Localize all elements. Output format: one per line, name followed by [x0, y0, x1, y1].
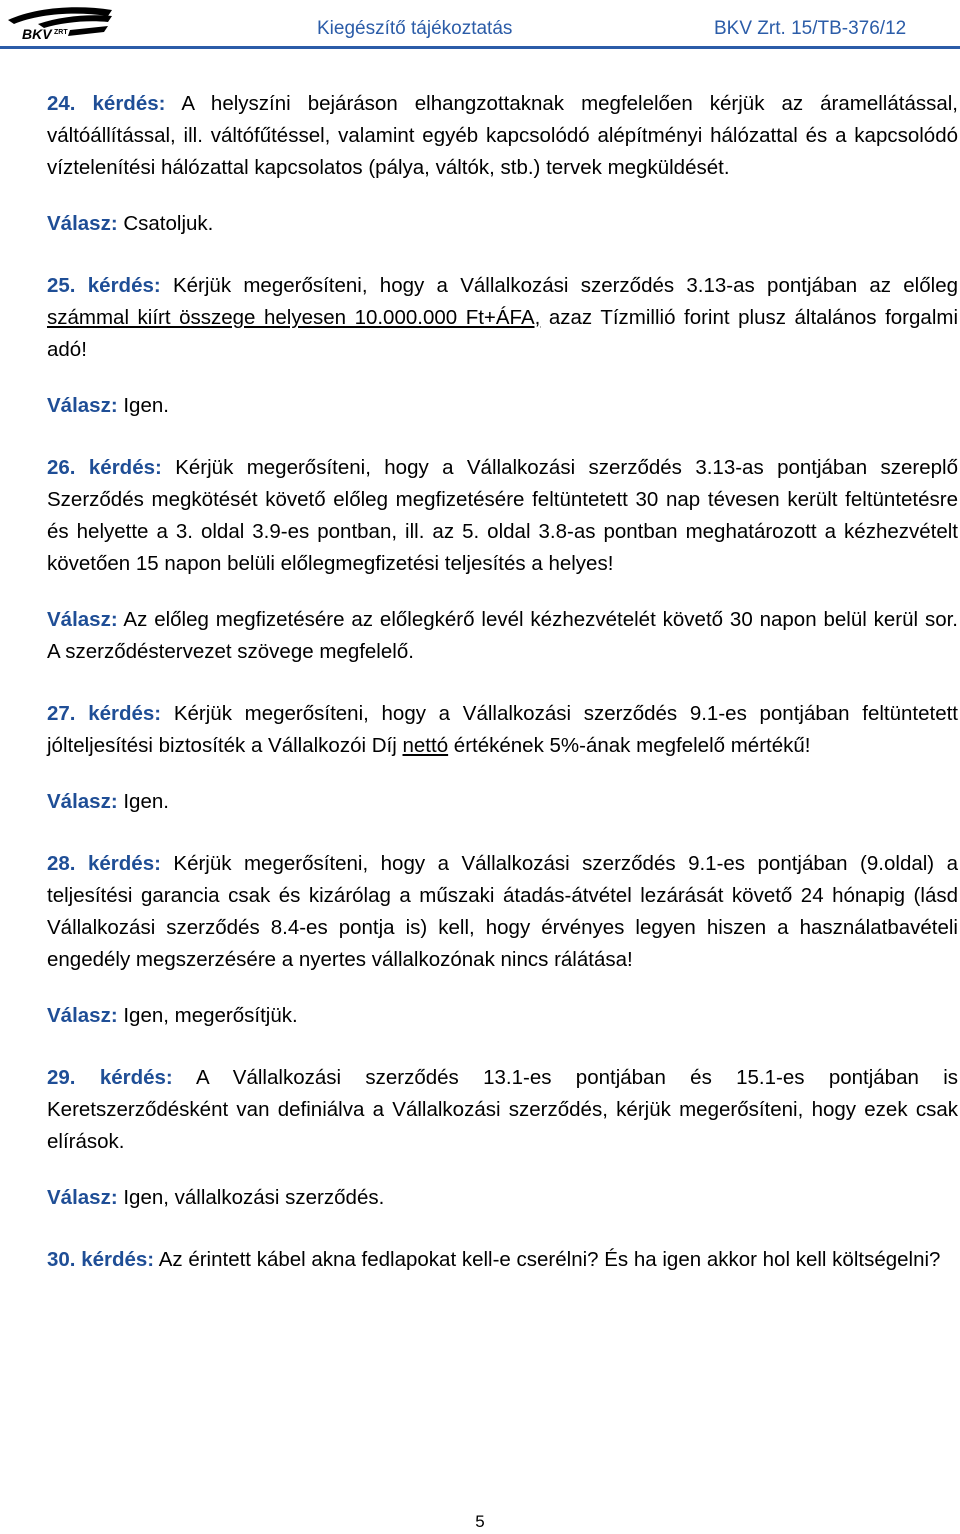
question-label: kérdés: [87, 274, 161, 297]
answer-text: Igen, megerősítjük. [117, 1004, 298, 1027]
question-paragraph [47, 452, 958, 580]
header-title: Kiegészítő tájékoztatás [317, 18, 513, 39]
qa-item-29 [47, 1062, 958, 1214]
question-text-end: értékének 5%-ának megfelelő mértékű! [448, 734, 811, 757]
page-header [0, 0, 960, 46]
header-divider [0, 46, 960, 49]
answer-paragraph [47, 604, 958, 668]
page-number: 5 [475, 1512, 485, 1531]
question-number: 30. [47, 1248, 76, 1271]
question-text: A helyszíni bejáráson elhangzottaknak megfelelően kérjük az áramellátással, váltóállítással, ill. váltófűtéssel, valamint egyéb kapcsolódó alépítményi hálózattal és a kapcsolódó víztelenítési hálózattal kapcsolatos (pálya, váltók, stb.) tervek megküldését. [47, 92, 959, 179]
question-number: 25. [47, 274, 76, 297]
question-number: 26. [47, 456, 76, 479]
question-number: 27. [47, 702, 76, 725]
qa-item-28 [47, 848, 958, 1032]
qa-item-27 [47, 698, 958, 818]
document-body [47, 88, 958, 1306]
question-text: Kérjük megerősíteni, hogy a Vállalkozási szerződés 9.1-es pontjában feltüntetett jólteljesítési biztosíték a Vállalkozói Díj [47, 702, 958, 757]
answer-text: Csatoljuk. [117, 212, 214, 235]
answer-label: Válasz: [47, 608, 118, 631]
bkv-logo-icon [4, 2, 116, 42]
question-paragraph [47, 1062, 958, 1158]
svg-text:ZRT: ZRT [54, 29, 68, 36]
answer-text: Igen. [117, 790, 169, 813]
question-label: kérdés: [87, 852, 161, 875]
question-text: A Vállalkozási szerződés 13.1-es pontjában és 15.1-es pontjában is Keretszerződésként van definiálva a Vállalkozási szerződés, kérjük megerősíteni, hogy ezek csak elírások. [47, 1066, 958, 1153]
answer-paragraph [47, 208, 958, 240]
answer-label: Válasz: [47, 1004, 118, 1027]
qa-item-26 [47, 452, 958, 668]
question-paragraph [47, 698, 958, 762]
question-number: 28. [47, 852, 76, 875]
question-paragraph [47, 1244, 958, 1276]
question-label: kérdés: [92, 92, 166, 115]
question-paragraph [47, 848, 958, 976]
header-reference: BKV Zrt. 15/TB-376/12 [714, 18, 907, 39]
question-number: 29. [47, 1066, 76, 1089]
question-paragraph [47, 270, 958, 366]
question-text: Kérjük megerősíteni, hogy a Vállalkozási szerződés 9.1-es pontjában (9.oldal) a teljesítési garancia csak és kizárólag a műszaki átadás-átvétel lezárását követő 24 hónapig (lásd Vállalkozási szerződés 8.4-es pontja is) kell, hogy érvényes legyen hiszen a használatbavételi engedély megszerzésére a nyertes vállalkozónak nincs rálátása! [47, 852, 958, 971]
answer-paragraph [47, 1000, 958, 1032]
answer-text: Az előleg megfizetésére az előlegkérő levél kézhezvételét követő 30 napon belül kerül sor. A szerződéstervezet szövege megfelelő. [47, 608, 958, 663]
answer-text: Igen. [117, 394, 169, 417]
answer-paragraph [47, 1182, 958, 1214]
question-text-end: azaz Tízmillió forint plusz általános forgalmi adó! [47, 306, 959, 361]
question-label: kérdés: [99, 1066, 173, 1089]
svg-text:BKV: BKV [22, 26, 52, 42]
answer-label: Válasz: [47, 1186, 118, 1209]
answer-label: Válasz: [47, 790, 118, 813]
underlined-term: nettó [402, 734, 449, 757]
question-number: 24. [47, 92, 76, 115]
answer-paragraph [47, 390, 958, 422]
answer-label: Válasz: [47, 394, 118, 417]
question-label: kérdés: [88, 456, 162, 479]
question-paragraph [47, 88, 958, 184]
qa-item-30 [47, 1244, 958, 1276]
qa-item-25 [47, 270, 958, 422]
answer-text: Igen, vállalkozási szerződés. [117, 1186, 385, 1209]
question-label: kérdés: [81, 1248, 155, 1271]
answer-paragraph [47, 786, 958, 818]
question-label: kérdés: [88, 702, 162, 725]
answer-label: Válasz: [47, 212, 118, 235]
underlined-amount: számmal kiírt összege helyesen 10.000.000 Ft+ÁFA, [47, 306, 541, 329]
qa-item-24 [47, 88, 958, 240]
question-text: Az érintett kábel akna fedlapokat kell-e cserélni? És ha igen akkor hol kell költségelni? [154, 1248, 941, 1271]
question-text: Kérjük megerősíteni, hogy a Vállalkozási szerződés 3.13-as pontjában szereplő Szerződés megkötését követő előleg megfizetésére feltüntetett 30 nap tévesen került feltüntetésre és helyette a 3. oldal 3.9-es pontban, ill. az 5. oldal 3.8-as pontban meghatározott a kézhezvételt követően 15 napon belüli előlegmegfizetési teljesítés a helyes! [47, 456, 958, 575]
question-text: Kérjük megerősíteni, hogy a Vállalkozási szerződés 3.13-as pontjában az előleg [160, 274, 958, 297]
